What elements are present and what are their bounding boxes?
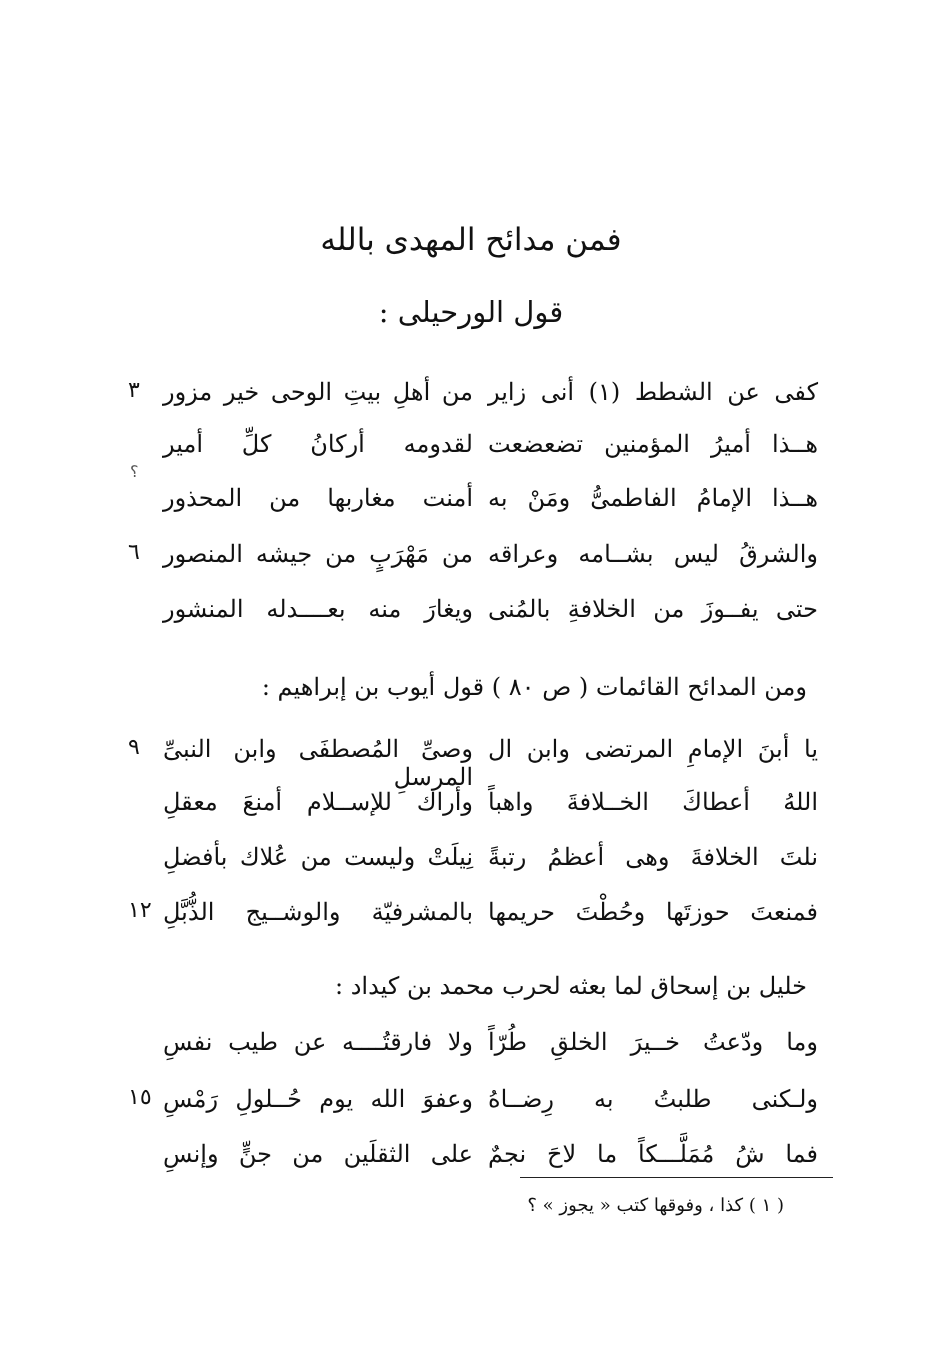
verse-line bbox=[118, 540, 818, 590]
verse-hemistich-first: والشرقُ ليس بشــامه وعراقه bbox=[488, 540, 818, 568]
verse-line bbox=[118, 898, 818, 948]
verse-hemistich-first: اللهُ أعطاكَ الخــلافةَ واهباً bbox=[488, 788, 818, 816]
verse-line bbox=[118, 484, 818, 534]
verse-hemistich-first: نلتَ الخلافةَ وهى أعظمُ رتبةً bbox=[488, 843, 818, 871]
verse-hemistich-first: حتى يفــوزَ من الخلافةِ بالمُنى bbox=[488, 595, 818, 623]
verse-hemistich-first: ولـكنى طلبتُ به رِضــاهُ bbox=[488, 1085, 818, 1113]
verse-hemistich-first: هــذا الإمامُ الفاطمىُّ ومَنْ به bbox=[488, 484, 818, 512]
verse-hemistich-second: نِيلَتْ وليست من عُلاك بأفضلِ bbox=[163, 843, 473, 871]
line-number: ٩ bbox=[128, 735, 140, 760]
verse-hemistich-first: فما شُ مُمَلَّـــكاً ما لاحَ نجمٌ bbox=[488, 1140, 818, 1168]
verse-hemistich-first: كفى عن الشطط (١) أنى زاير bbox=[488, 378, 818, 406]
verse-hemistich-second: وعفوَ الله يوم حُــلولِ رَمْسِ bbox=[163, 1085, 473, 1113]
verse-hemistich-first: هــذا أميرُ المؤمنين تضعضعت bbox=[488, 430, 818, 458]
verse-hemistich-second: بالمشرفيّة والوشــيج الذُّبَّلِ bbox=[163, 898, 473, 926]
line-number: ١٢ bbox=[128, 898, 152, 923]
verse-hemistich-second: لقدومه أركانُ كلِّ أمير bbox=[163, 430, 473, 458]
verse-line bbox=[118, 788, 818, 838]
section-intro: خليل بن إسحاق لما بعثه لحرب محمد بن كيداد : bbox=[335, 972, 807, 1000]
line-number: ٦ bbox=[128, 540, 140, 565]
verse-line bbox=[118, 1085, 818, 1135]
verse-line bbox=[118, 1140, 818, 1190]
verse-hemistich-first: يا أبنَ الإمامِ المرتضى وابن ال bbox=[488, 735, 818, 763]
verse-line bbox=[118, 378, 818, 428]
verse-hemistich-second: ويغارَ منه بعــــدله المنشور bbox=[163, 595, 473, 623]
verse-line bbox=[118, 1028, 818, 1078]
verse-hemistich-first: فمنعتَ حوزتَها وحُطْتَ حريمها bbox=[488, 898, 818, 926]
verse-hemistich-second: من مَهْرَبٍ من جيشه المنصور bbox=[163, 540, 473, 568]
section-subheading: قول الورحيلى : bbox=[378, 295, 564, 329]
verse-line bbox=[118, 843, 818, 893]
verse-hemistich-second: وأراك للإســلام أمنعَ معقلِ bbox=[163, 788, 473, 816]
verse-hemistich-second: أمنت مغاربها من المحذور bbox=[163, 484, 473, 512]
verse-hemistich-second: وصىِّ المُصطفَى وابن النبىِّ المرسلِ bbox=[163, 735, 473, 791]
footnote: ( ١ ) كذا ، وفوقها كتب « يجوز » ؟ bbox=[527, 1195, 784, 1216]
verse-line bbox=[118, 430, 818, 480]
footnote-divider bbox=[520, 1177, 833, 1178]
verse-hemistich-second: من أهلِ بيتِ الوحى خير مزور bbox=[163, 378, 473, 406]
margin-mark: ؟ bbox=[130, 462, 139, 481]
verse-hemistich-second: على الثقلَين من جنٍّ وإنسِ bbox=[163, 1140, 473, 1168]
page-heading: فمن مدائح المهدى بالله bbox=[320, 222, 622, 258]
verse-hemistich-first: وما ودّعتُ خــيرَ الخلقِ طُرّاً bbox=[488, 1028, 818, 1056]
line-number: ٣ bbox=[128, 378, 140, 403]
verse-line bbox=[118, 595, 818, 645]
section-intro: ومن المدائح القائمات ( ص ٨٠ ) قول أيوب بن إبراهيم : bbox=[261, 673, 807, 701]
verse-hemistich-second: ولا فارقتُــــه عن طيب نفسِ bbox=[163, 1028, 473, 1056]
line-number: ١٥ bbox=[128, 1085, 152, 1110]
verse-line bbox=[118, 735, 818, 791]
